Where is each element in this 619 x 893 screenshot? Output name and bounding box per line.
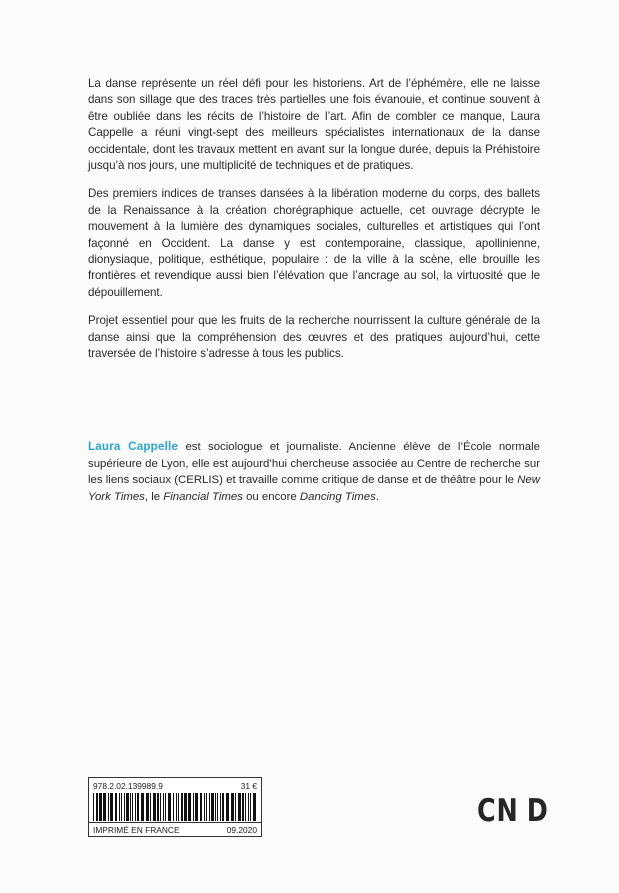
barcode-bar	[226, 793, 229, 821]
barcode-bar	[176, 793, 177, 821]
logo-text-right: D	[526, 793, 549, 829]
barcode-bar	[242, 793, 244, 821]
barcode-bar	[200, 793, 202, 821]
publication-2: Financial Times	[163, 490, 243, 503]
author-bio	[88, 439, 540, 505]
barcode-bar	[121, 793, 122, 821]
barcode-bar	[141, 793, 144, 821]
barcode-bar	[248, 793, 249, 821]
blurb-paragraph-1: La danse représente un réel défi pour les historiens. Art de l’éphémère, elle ne laisse dans son sillage que des traces très partielles une fois évanouie, et continue souvent à être oubliée dans les récits de l’histoire de l’art. Afin de combler ce manque, Laura Cappelle a réuni vingt-sept des meilleurs spécialistes internationaux de la danse occidentale, dont les travaux mettent en avant sur la longue durée, depuis la Préhistoire jusqu’à nos jours, une multiplicité de techniques et de pratiques.	[88, 77, 540, 173]
barcode-bar	[235, 793, 236, 821]
barcode-bar	[168, 793, 171, 821]
barcode-bar	[217, 793, 218, 821]
barcode-bar	[157, 793, 159, 821]
barcode-bar	[222, 793, 224, 821]
barcode-bar	[137, 793, 139, 821]
barcode-bar	[150, 793, 151, 821]
publication-3: Dancing Times	[299, 490, 376, 503]
barcode-bar	[153, 793, 156, 821]
author-name: Laura Cappelle	[88, 440, 179, 453]
bio-end: .	[375, 490, 379, 503]
barcode-bar	[126, 793, 129, 821]
barcode-bar	[173, 793, 174, 821]
barcode-bar	[220, 793, 221, 821]
publication-1: New York Times	[88, 474, 540, 503]
barcode-bar	[181, 793, 183, 821]
isbn-number: 978.2.02.139989.9	[93, 781, 163, 791]
logo-text-left: CN	[477, 793, 519, 829]
barcode-bar	[96, 793, 98, 821]
cover-blurb	[88, 76, 540, 375]
barcode-bar	[103, 793, 106, 821]
isbn-row	[93, 781, 257, 792]
barcode-bar	[178, 793, 179, 821]
barcode-bar	[204, 793, 205, 821]
barcode-bars	[93, 793, 257, 821]
bio-sep-2: ou encore	[242, 490, 300, 503]
barcode-block	[88, 777, 262, 837]
barcode-bar	[132, 793, 133, 821]
barcode-bar	[195, 793, 198, 821]
barcode-bar	[130, 793, 131, 821]
barcode-bar	[93, 793, 94, 821]
bio-text-1: est sociologue et journaliste. Ancienne élève de l’École normale supérieure de Lyon, elle est aujourd’hui chercheuse associée au Centre de recherche sur les liens sociaux (CERLIS) et travaille comme critique de danse et de théâtre pour le	[88, 441, 540, 487]
barcode-bar	[163, 793, 164, 821]
barcode-bar	[238, 793, 241, 821]
barcode-bar	[99, 793, 102, 821]
barcode-bar	[188, 793, 191, 821]
barcode-bar	[193, 793, 194, 821]
barcode-bar	[165, 793, 166, 821]
print-date: 09.2020	[226, 825, 257, 835]
price: 31 €	[240, 781, 257, 791]
barcode-bar	[215, 793, 216, 821]
barcode-bar	[119, 793, 120, 821]
barcode-bar	[209, 793, 210, 821]
barcode-bar	[115, 793, 117, 821]
barcode-bar	[253, 793, 256, 821]
publisher-logo	[477, 793, 549, 829]
barcode-bar	[231, 793, 234, 821]
barcode-bar	[184, 793, 187, 821]
barcode-bar	[146, 793, 149, 821]
print-info-row	[89, 822, 261, 836]
barcode-bar	[211, 793, 214, 821]
bio-sep-1: , le	[144, 490, 164, 503]
barcode-bar	[250, 793, 251, 821]
barcode-bar	[206, 793, 207, 821]
barcode-bar	[108, 793, 109, 821]
blurb-paragraph-3: Projet essentiel pour que les fruits de la recherche nourrissent la culture générale de la danse ainsi que la compréhension des œuvres et des pratiques aujourd’hui, cette traversée de l’histoire s’adresse à tous les publics.	[88, 314, 540, 361]
barcode-bar	[135, 793, 136, 821]
barcode-bar	[160, 793, 161, 821]
blurb-paragraph-2: Des premiers indices de transes dansées à la libération moderne du corps, des ballets de la Renaissance à la création chorégraphique actuelle, cet ouvrage décrypte le mouvement à la lumière des dynamiques sociales, culturelles et artistiques qui l’ont façonné en Occident. La danse y est contemporaine, classique, apollinienne, dionysiaque, politique, esthétique, populaire : de la ville à la scène, elle brouille les frontières et revendique aussi bien l’élévation que l’ancrage au sol, la virtuosité que le dépouillement.	[88, 187, 540, 299]
printed-in: IMPRIMÉ EN FRANCE	[93, 825, 180, 835]
barcode-graphic	[93, 793, 257, 821]
barcode-bar	[245, 793, 246, 821]
barcode-bar	[124, 793, 125, 821]
barcode-bar	[110, 793, 113, 821]
